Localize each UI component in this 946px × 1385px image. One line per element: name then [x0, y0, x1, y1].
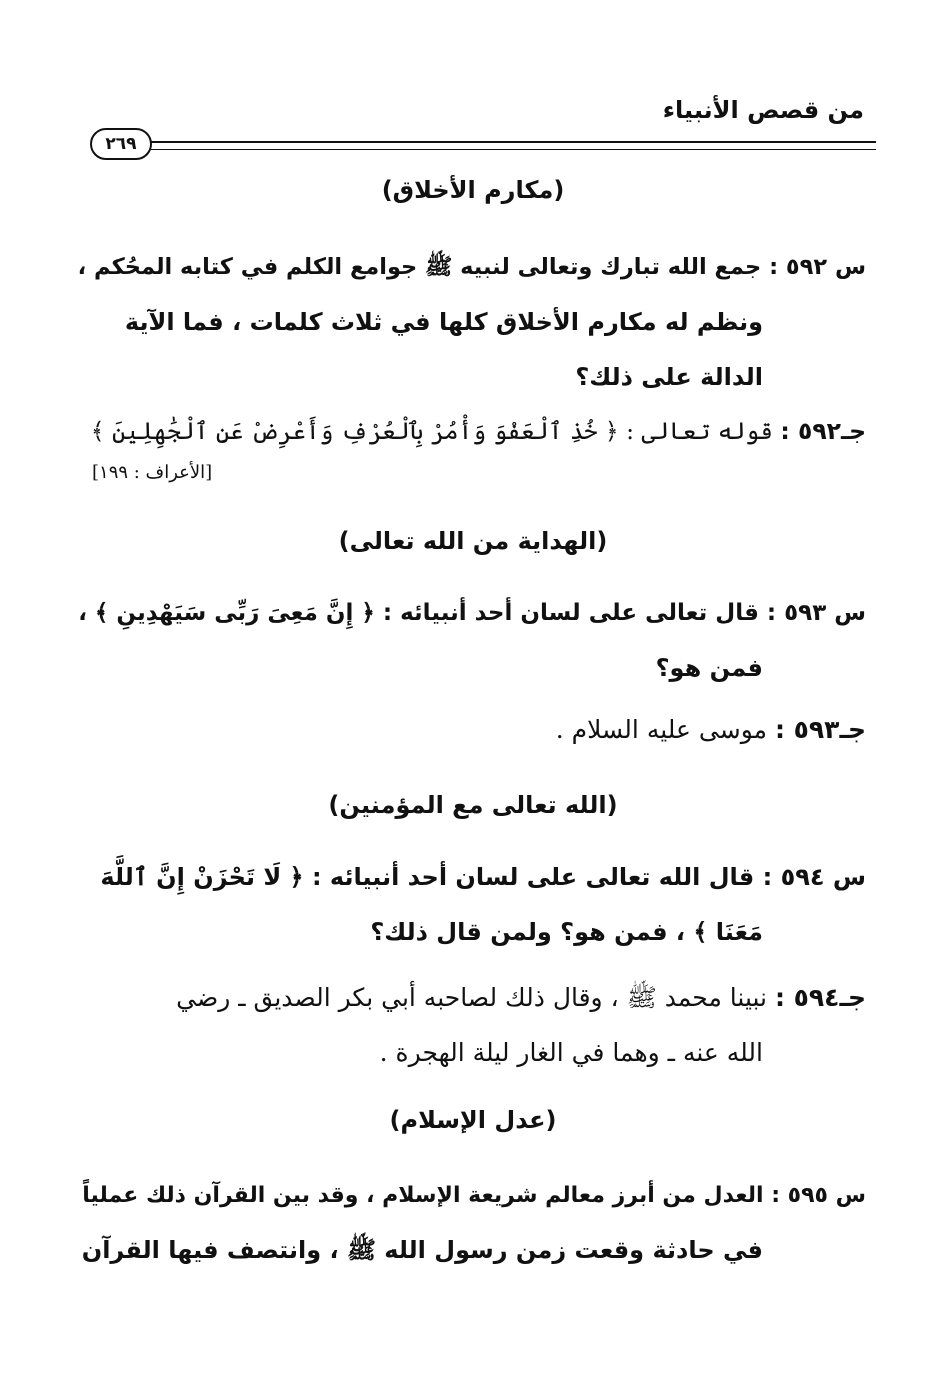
- answer-line: الله عنه ـ وهما في الغار ليلة الهجرة .: [379, 1038, 763, 1067]
- answer-line: [76, 970, 866, 1025]
- question-line: [76, 586, 866, 641]
- answer-label: جـ٥٩٢ :: [780, 417, 866, 445]
- question-text: العدل من أبرز معالم شريعة الإسلام ، وقد بين القرآن ذلك عملياً: [82, 1183, 764, 1208]
- question-text: قال تعالى على لسان أحد أنبيائه : ﴿ إِنَّ مَعِىَ رَبِّى سَيَهْدِينِ ﴾ ،: [78, 600, 759, 626]
- answer-593: [76, 702, 866, 757]
- section-heading-justice: (عدل الإسلام): [389, 1106, 557, 1134]
- answer-text: موسى عليه السلام .: [555, 715, 767, 744]
- question-line: ونظم له مكارم الأخلاق كلها في ثلاث كلمات ، فما الآية: [124, 308, 763, 336]
- question-594: [76, 850, 866, 960]
- question-592: [76, 240, 866, 405]
- section-heading-with-believers: (الله تعالى مع المؤمنين): [328, 791, 618, 819]
- running-header-title: من قصص الأنبياء: [662, 96, 864, 124]
- answer-line: [76, 404, 866, 459]
- question-line: [76, 1168, 866, 1223]
- quran-citation: [الأعراف : ١٩٩]: [92, 462, 213, 483]
- question-text: قال الله تعالى على لسان أحد أنبيائه : ﴿ لَا تَحْزَنْ إِنَّ ٱللَّهَ: [100, 863, 755, 891]
- question-label: س ٥٩٥ :: [771, 1183, 866, 1208]
- question-label: س ٥٩٣ :: [766, 600, 866, 626]
- answer-text: نبينا محمد ﷺ ، وقال ذلك لصاحبه أبي بكر الصديق ـ رضي: [176, 983, 767, 1012]
- question-label: س ٥٩٤ :: [762, 863, 866, 891]
- question-line: [76, 240, 866, 295]
- question-line: [76, 850, 866, 905]
- question-line: مَعَنَا ﴾ ، فمن هو؟ ولمن قال ذلك؟: [370, 918, 763, 946]
- answer-594: [76, 970, 866, 1080]
- question-line: فمن هو؟: [655, 654, 763, 682]
- section-heading-guidance: (الهداية من الله تعالى): [338, 527, 608, 555]
- page-number: ٢٦٩: [90, 128, 152, 160]
- question-595: [76, 1168, 866, 1278]
- section-heading-morals: (مكارم الأخلاق): [381, 176, 565, 204]
- question-text: جمع الله تبارك وتعالى لنبيه ﷺ جوامع الكلم في كتابه المحُكم ،: [77, 254, 762, 280]
- question-label: س ٥٩٢ :: [769, 254, 866, 280]
- question-line: الدالة على ذلك؟: [575, 363, 763, 391]
- answer-text: قوله تعالى : ﴿ خُذِ ٱلْعَفْوَ وَأْمُرْ بِٱلْعُرْفِ وَأَعْرِضْ عَنِ ٱلْجَٰهِلِينَ ﴾: [90, 417, 773, 445]
- header-rule: [148, 141, 876, 150]
- question-593: [76, 586, 866, 696]
- answer-label: جـ٥٩٤ :: [774, 983, 866, 1012]
- answer-line: [76, 702, 866, 757]
- answer-label: جـ٥٩٣ :: [774, 715, 866, 744]
- answer-592: [76, 404, 866, 459]
- question-line: في حادثة وقعت زمن رسول الله ﷺ ، وانتصف فيها القرآن: [81, 1236, 763, 1264]
